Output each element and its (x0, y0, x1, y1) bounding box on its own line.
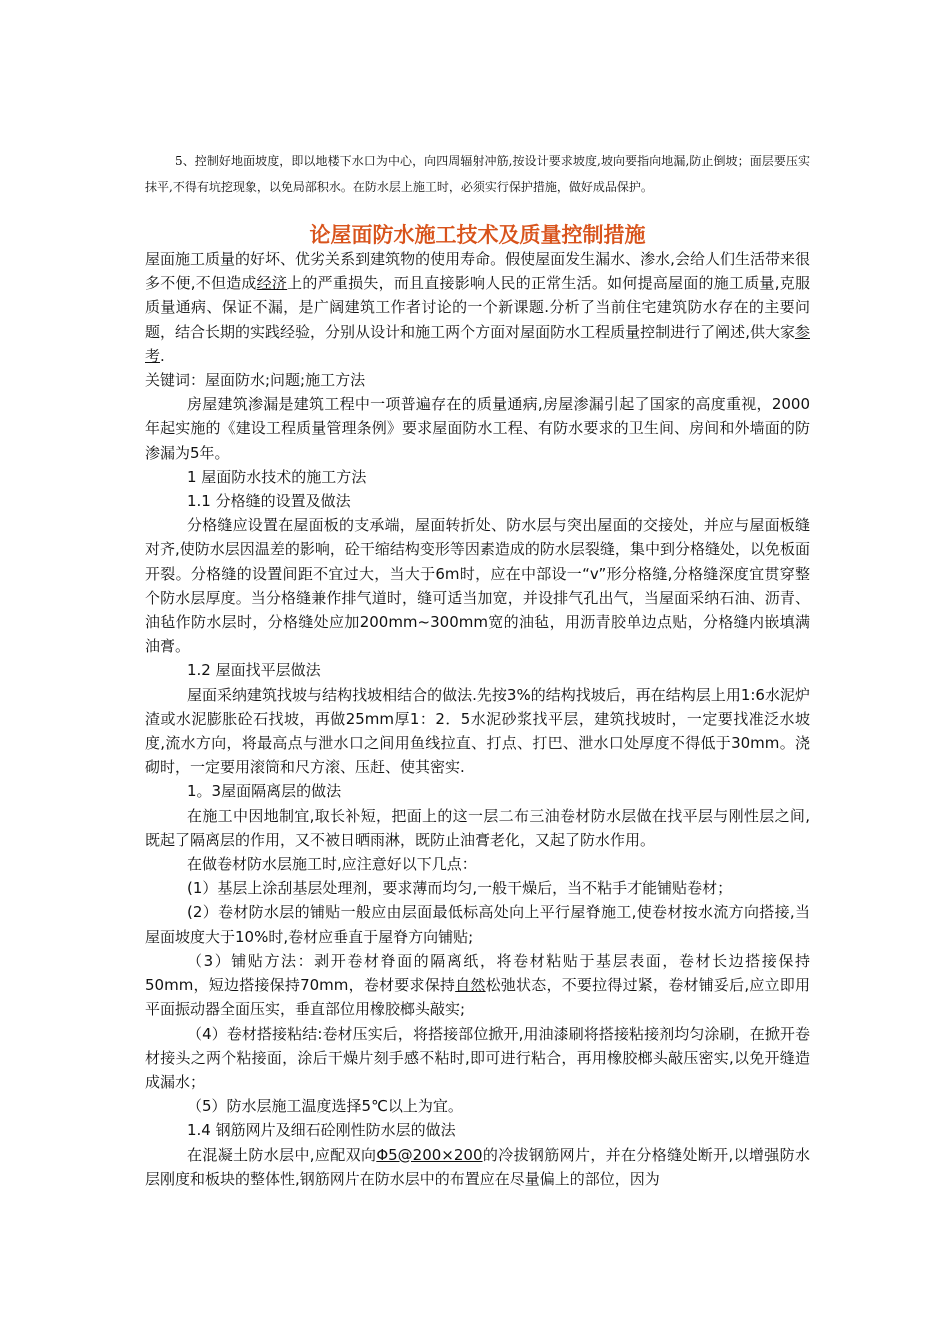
section-heading: 1 屋面防水技术的施工方法 (187, 467, 367, 486)
abstract-paragraph (145, 247, 810, 368)
abstract-text: 屋面施工质量的好坏、优劣关系到建筑物的使用寿命。假使屋面发生漏水、渗水,会给人们生活带来很多不便,不但造成 (145, 250, 810, 293)
list-item-text: 松弛状态，不要拉得过紧，卷材铺妥后,应立即用平面振动器全面压实，垂直部位用橡胶榔头敲实; (145, 976, 810, 1019)
paragraph: 在做卷材防水层施工时,应注意好以下几点： (187, 855, 477, 874)
paragraph (145, 1143, 810, 1191)
paragraph: 在施工中因地制宜,取长补短，把面上的这一层二布三油卷材防水层做在找平层与刚性层之间,既起了隔离层的作用，又不被日晒雨淋，既防止油膏老化，又起了防水作用。 (145, 806, 810, 849)
link-economy[interactable]: 经济 (256, 274, 288, 293)
abstract-text: . (160, 346, 165, 365)
subsection-heading: 1。3屋面隔离层的做法 (187, 782, 342, 801)
paragraph-text: 的冷拔钢筋网片，并在分格缝处断开,以增强防水层刚度和板块的整体性,钢筋网片在防水层中的布置应在尽量偏上的部位，因为 (145, 1145, 810, 1188)
subsection-heading: 1.1 分格缝的设置及做法 (187, 492, 351, 511)
list-item: (2）卷材防水层的铺贴一般应由层面最低标高处向上平行屋脊施工,使卷材按水流方向搭接,当屋面坡度大于10%时,卷材应垂直于屋脊方向铺贴; (145, 903, 810, 946)
list-item-text: （3）铺贴方法：剥开卷材脊面的隔离纸，将卷材粘贴于基层表面，卷材长边搭接保持50mm，短边搭接保持70mm，卷材要求保持 (145, 951, 810, 995)
intro-paragraph: 5、控制好地面坡度，即以地楼下水口为中心，向四周辐射冲筋,按设计要求坡度,坡向要指向地漏,防止倒坡；面层要压实抹平,不得有坑挖现象，以免局部积水。在防水层上施工时，必须实行保护措施，做好成品保护。 (145, 154, 810, 194)
article-title: 论屋面防水施工技术及质量控制措施 (309, 222, 646, 247)
subsection-heading: 1.2 屋面找平层做法 (187, 661, 321, 680)
link-rebar-spec[interactable]: Φ5@200×200 (376, 1145, 483, 1164)
link-reference[interactable]: 参考 (145, 322, 810, 365)
list-item: （5）防水层施工温度选择5℃以上为宜。 (187, 1097, 463, 1116)
abstract-text: 上的严重损失，而且直接影响人民的正常生活。如何提高屋面的施工质量,克服质量通病、保证不漏，是广阔建筑工作者讨论的一个新课题.分析了当前住宅建筑防水存在的主要问题，结合长期的实践经验，分别从设计和施工两个方面对屋面防水工程质量控制进行了阐述,供大家 (145, 274, 810, 341)
article-body (145, 247, 810, 1191)
list-item (145, 949, 810, 1022)
list-item: （4）卷材搭接粘结:卷材压实后，将搭接部位掀开,用油漆刷将搭接粘接剂均匀涂刷，在掀开卷材接头之两个粘接面，涂后干燥片刻手感不粘时,即可进行粘合，再用橡胶榔头敲压密实,以免开缝造成漏水； (145, 1024, 810, 1091)
list-item: (1）基层上涂刮基层处理剂，要求薄而均匀,一般干燥后，当不粘手才能铺贴卷材； (187, 879, 733, 898)
paragraph: 分格缝应设置在屋面板的支承端，屋面转折处、防水层与突出屋面的交接处，并应与屋面板缝对齐,使防水层因温差的影响，砼干缩结构变形等因素造成的防水层裂缝，集中到分格缝处，以免板面开裂。分格缝的设置间距不宜过大，当大于6m时，应在中部设一“v”形分格缝,分格缝深度宜贯穿整个防水层厚度。当分格缝兼作排气道时，缝可适当加宽，并设排气孔出气，当屋面采纳石油、沥青、油毡作防水层时，分格缝处应加200mm~300mm宽的油毡，用沥青胶单边点贴，分格缝内嵌填满油膏。 (145, 516, 810, 656)
paragraph-text: 在混凝土防水层中,应配双向 (187, 1145, 377, 1164)
paragraph: 房屋建筑渗漏是建筑工程中一项普遍存在的质量通病,房屋渗漏引起了国家的高度重视，2000年起实施的《建设工程质量管理条例》要求屋面防水工程、有防水要求的卫生间、房间和外墙面的防渗漏为5年。 (145, 395, 810, 462)
paragraph: 屋面采纳建筑找坡与结构找坡相结合的做法.先按3%的结构找坡后，再在结构层上用1:6水泥炉渣或水泥膨胀砼石找坡，再做25mm厚1：2．5水泥砂浆找平层，建筑找坡时，一定要找准泛水坡度,流水方向，将最高点与泄水口之间用鱼线拉直、打点、打巴、泄水口处厚度不得低于30mm。浇砌时，一定要用滚筒和尺方滚、压赶、使其密实. (145, 685, 810, 777)
keywords: 关键词：屋面防水;问题;施工方法 (145, 371, 366, 390)
link-natural[interactable]: 自然 (455, 976, 486, 995)
subsection-heading: 1.4 钢筋网片及细石砼刚性防水层的做法 (187, 1121, 456, 1140)
